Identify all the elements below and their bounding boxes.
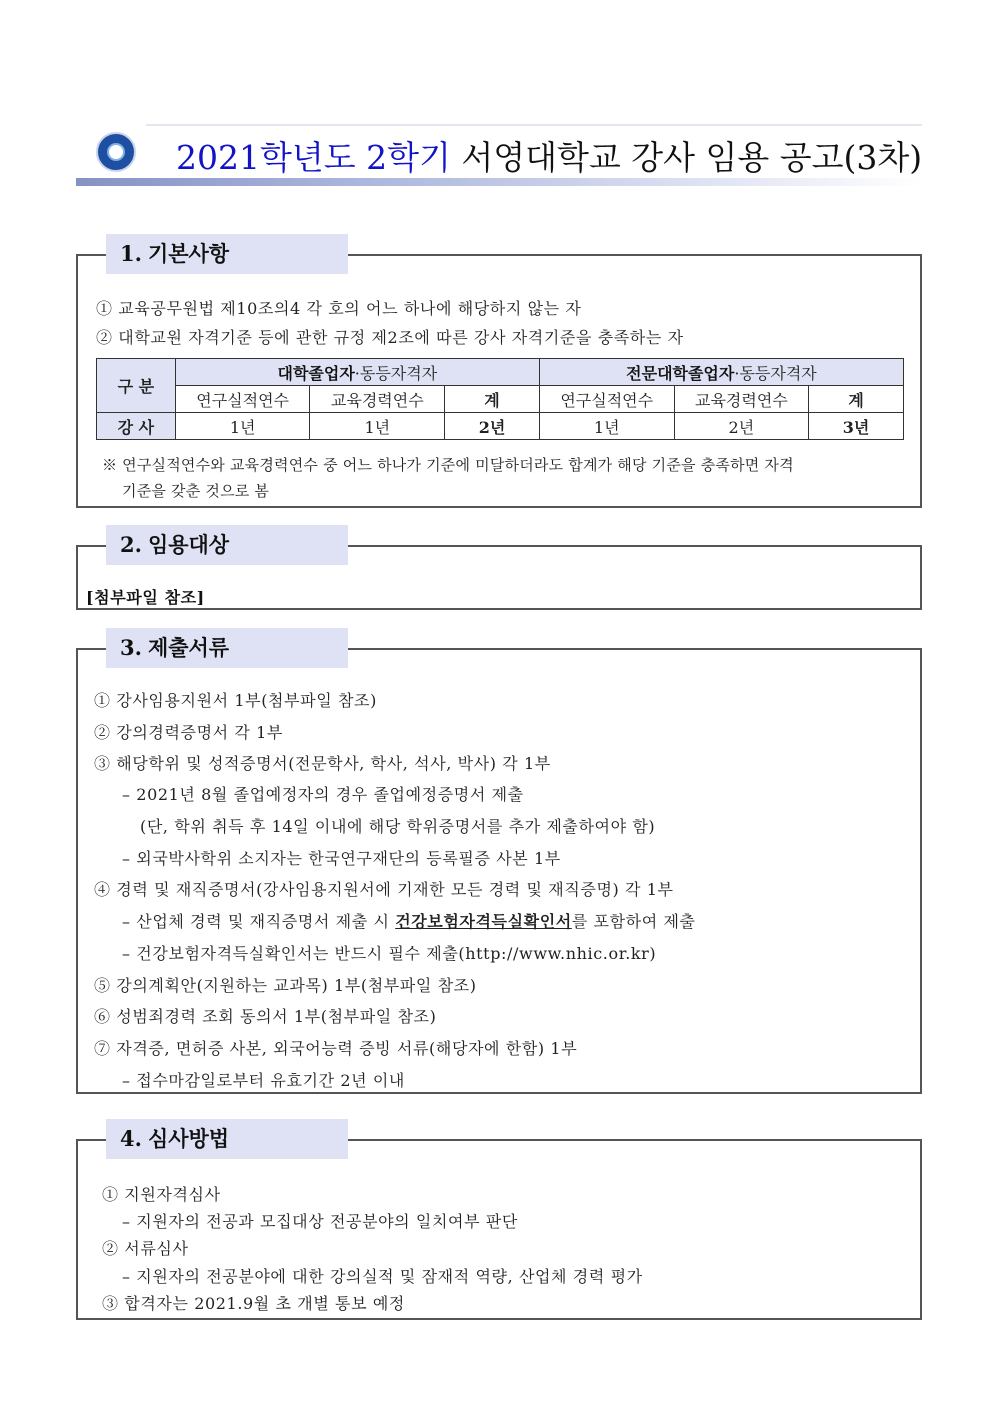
section-review-header: 4. 심사방법 (106, 1119, 348, 1159)
doc-line-3: ③ 해당학위 및 성적증명서(전문학사, 학사, 석사, 박사) 각 1부 (94, 754, 551, 773)
target-attachment-note: [첨부파일 참조] (86, 588, 205, 607)
table-subhead: 연구실적연수 (539, 386, 674, 413)
table-subhead: 계 (445, 386, 540, 413)
review-line-4: – 지원자의 전공분야에 대한 강의실적 및 잠재적 역량, 산업체 경력 평가 (122, 1267, 643, 1286)
table-cell: 1년 (310, 413, 445, 440)
review-line-5: ③ 합격자는 2021.9월 초 개별 통보 예정 (102, 1294, 405, 1313)
doc-line-9: ⑤ 강의계획안(지원하는 교과목) 1부(첨부파일 참조) (94, 976, 477, 995)
table-subhead: 계 (809, 386, 904, 413)
table-subhead: 연구실적연수 (175, 386, 310, 413)
table-cell: 3년 (809, 413, 904, 440)
table-subhead: 교육경력연수 (674, 386, 809, 413)
doc-line-7: ④ 경력 및 재직증명서(강사임용지원서에 기재한 모든 경력 및 재직증명) 각 1부 (94, 880, 674, 899)
review-line-3: ② 서류심사 (102, 1239, 189, 1258)
doc-line-8: – 건강보험자격득실확인서는 반드시 필수 제출(http://www.nhic.or.kr) (122, 944, 657, 963)
basics-item-1: ① 교육공무원법 제10조의4 각 호의 어느 하나에 해당하지 않는 자 (96, 299, 582, 318)
university-logo-icon (96, 132, 136, 172)
table-cell: 1년 (175, 413, 310, 440)
section-basics-header: 1. 기본사항 (106, 234, 348, 274)
table-subhead: 교육경력연수 (310, 386, 445, 413)
table-row-label: 강 사 (97, 413, 176, 440)
page-title (176, 132, 922, 179)
health-insurance-doc-highlight: 건강보험자격득실확인서 (395, 912, 572, 931)
table-group-university: 대학졸업자·동등자격자 (175, 359, 539, 386)
doc-line-10: ⑥ 성범죄경력 조회 동의서 1부(첨부파일 참조) (94, 1007, 437, 1026)
table-cell: 1년 (539, 413, 674, 440)
title-banner (76, 124, 922, 186)
basics-item-2: ② 대학교원 자격기준 등에 관한 규정 제2조에 따른 강사 자격기준을 충족하는 자 (96, 328, 684, 347)
section-documents-header: 3. 제출서류 (106, 628, 348, 668)
section-target-header: 2. 임용대상 (106, 525, 348, 565)
table-cell: 2년 (445, 413, 540, 440)
doc-line-2: ② 강의경력증명서 각 1부 (94, 723, 283, 742)
table-cell: 2년 (674, 413, 809, 440)
table-corner-header: 구 분 (97, 359, 176, 413)
review-line-2: – 지원자의 전공과 모집대상 전공분야의 일치여부 판단 (122, 1212, 518, 1231)
doc-line-12: – 접수마감일로부터 유효기간 2년 이내 (122, 1071, 405, 1090)
table-group-college: 전문대학졸업자·동등자격자 (539, 359, 903, 386)
title-main: 서영대학교 강사 임용 공고(3차) (461, 138, 923, 177)
basics-note-line-2: 기준을 갖춘 것으로 봄 (122, 482, 270, 500)
doc-line-4: – 2021년 8월 졸업예정자의 경우 졸업예정증명서 제출 (122, 785, 524, 804)
doc-line-industry: – 산업체 경력 및 재직증명서 제출 시 건강보험자격득실확인서를 포함하여 제출 (122, 912, 696, 931)
review-line-1: ① 지원자격심사 (102, 1185, 221, 1204)
section-documents-box (76, 648, 922, 1094)
doc-line-6: – 외국박사학위 소지자는 한국연구재단의 등록필증 사본 1부 (122, 849, 561, 868)
doc-line-1: ① 강사임용지원서 1부(첨부파일 참조) (94, 691, 377, 710)
title-year-term: 2021학년도 2학기 (176, 138, 451, 177)
qualification-table (96, 358, 904, 440)
title-top-rule (146, 124, 922, 126)
doc-line-11: ⑦ 자격증, 면허증 사본, 외국어능력 증빙 서류(해당자에 한함) 1부 (94, 1039, 578, 1058)
basics-note-line-1: ※ 연구실적연수와 교육경력연수 중 어느 하나가 기준에 미달하더라도 합계가 해당 기준을 충족하면 자격 (102, 456, 794, 474)
title-gradient-bar (76, 178, 922, 186)
doc-line-5: (단, 학위 취득 후 14일 이내에 해당 학위증명서를 추가 제출하여야 함) (140, 817, 656, 836)
